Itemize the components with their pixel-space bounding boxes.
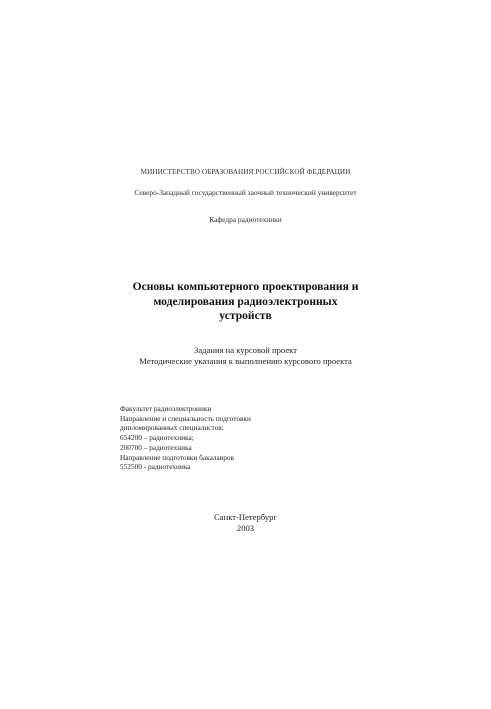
title-line: устройств (219, 309, 272, 322)
ministry-name: МИНИСТЕРСТВО ОБРАЗОВАНИЯ РОССИЙСКОЙ ФЕДЕРАЦИИ (140, 168, 351, 176)
subtitle-line: Задания на курсовой проект (194, 345, 297, 355)
faculty-line: Направление подготовки бакалавров (120, 452, 234, 462)
title-line: Основы компьютерного проектирования и (132, 280, 359, 293)
faculty-line: 200700 – радиотехника (120, 442, 192, 452)
city-name: Санкт-Петербург (214, 512, 277, 522)
faculty-line: Факультет радиоэлектроники (120, 404, 212, 413)
subtitle-line: Методические указания к выполнению курсового проекта (139, 356, 352, 366)
faculty-line: 654200 – радиотехника; (120, 433, 194, 443)
document-title (0, 280, 491, 324)
faculty-line: 552500 - радиотехника (120, 462, 191, 472)
document-subtitle (0, 345, 491, 367)
faculty-info (120, 404, 251, 472)
university-name: Северо-Западный государственный заочный технический университет (134, 188, 357, 197)
title-line: моделирования радиоэлектронных (153, 294, 338, 308)
department-name: Кафедра радиотехники (209, 215, 282, 224)
faculty-line: Направление и специальность подготовки (120, 413, 251, 423)
faculty-line: дипломированных специалистов: (120, 423, 224, 433)
publication-info (0, 512, 491, 534)
publication-year: 2003 (236, 523, 255, 533)
